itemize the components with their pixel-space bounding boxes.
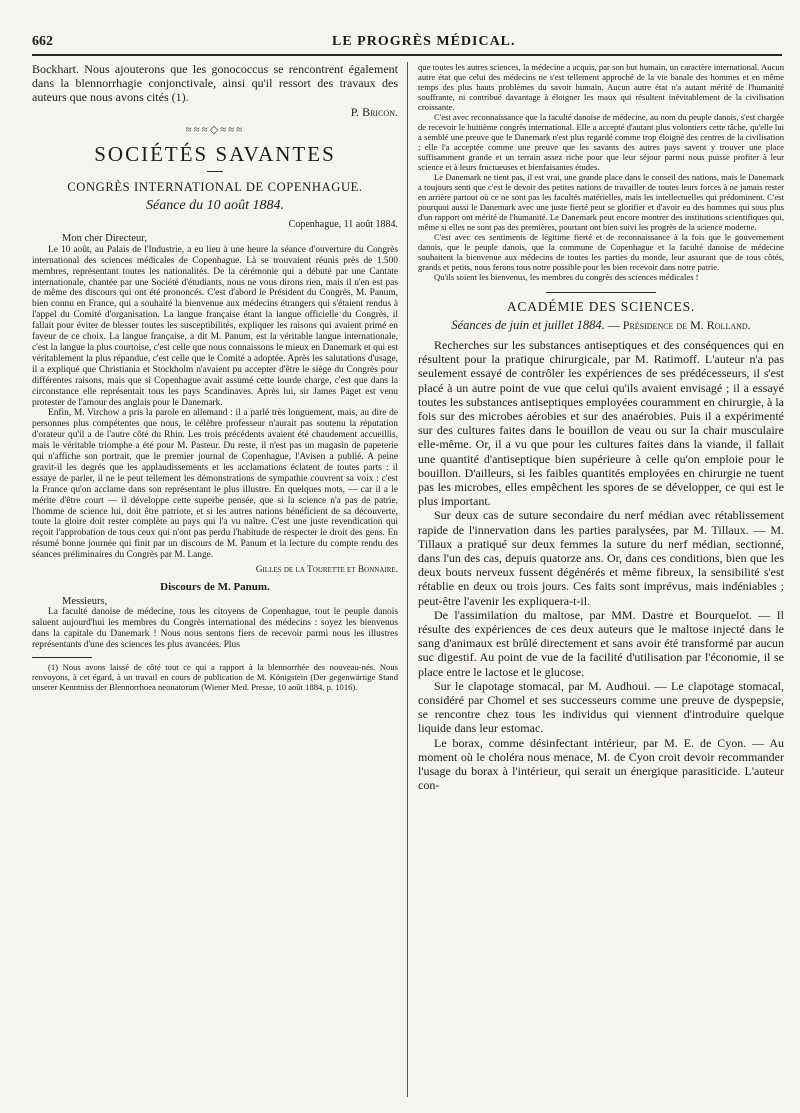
section-title: SOCIÉTÉS SAVANTES [94,141,336,166]
left-column [32,62,398,692]
discours-paragraph: Qu'ils soient les bienvenus, les membres du congrès des sciences médicales ! [434,272,699,282]
academy-paragraph: Sur le clapotage stomacal, par M. Audhoui. — Le clapotage stomacal, considéré par Chomel et ses successeurs comme une preuve de dyspepsie, se rencontre chez tous les individus qui viennent d'introduire quelque liquide dans leur estomac. [418,678,784,736]
footnote-rule [32,657,92,658]
academy-paragraph: Recherches sur les substances antiseptiques et des conséquences qui en résultent pour la pratique chirurgicale, par M. Ratimoff. L'auteur n'a pas seulement essayé de contrôler les expériences de ses prédécesseurs, il s'est placé à un autre point de vue que celui qu'ils avaient envisagé ; il a essayé toutes les substances antiseptiques employées couramment en chirurgie, à la fois sur des microbes aérobies et sur des anaérobies. Puis il a expérimenté sur des cultures faites dans le bouillon de veau ou sur la chair musculaire elle-même. Or, il a vu que pour les cultures faites dans la viande, il fallait une quantité d'antiseptique bien supérieure à celle qu'on emploie pour le bouillon. D'ailleurs, si les faibles quantités employées en chirurgie ne tuent pas les microbes, elles empêchent les spores de se développer, ce qui est le plus important. [418,338,784,509]
letter-signature: Gilles de la Tourette et Bonnaire. [255,565,398,576]
letter-salutation: Mon cher Directeur, [62,232,147,244]
academy-sessions: Séances de juin et juillet 1884. [451,318,605,332]
academy-title: ACADÉMIE DES SCIENCES. [506,299,696,314]
discours-salutation: Messieurs, [62,596,108,607]
discours-paragraph: Le Danemark ne tient pas, il est vrai, une grande place dans le conseil des nations, mais le Danemark a toujours senti que c'est le devoir des petites nations de travailler de toutes leurs forces à ne jamais rester en arrière partout où ce ne sont pas les facultés matérielles, mais les intellectuelles qui prédominent. C'est pourquoi aussi le Danemark avec une juste fierté peut se glorifier et d'avoir eu des hommes qui sous plus d'un rapport ont mérité de l'humanité. Le Danemark peut encore montrer des institutions scientifiques qui, même si elles ne sont pas des premières, pourtant ont bien suivi les progrès de la science moderne. [418,172,784,232]
section-rule [207,171,223,172]
right-column [418,62,784,793]
academy-subtitle [418,318,784,332]
congress-title: CONGRÈS INTERNATIONAL DE COPENHAGUE. [67,179,363,194]
academy-paragraph: De l'assimilation du maltose, par MM. Dastre et Bourquelot. — Il résulte des expériences de ces deux auteurs que le maltose injecté dans le sang d'animaux est brûlé directement et sans avoir été transformé par aucun suc digestif. Au point de vue de la facilité d'utilisation par l'économie, il se place entre le lactose et le glucose. [418,607,784,679]
journal-page [22,30,782,1100]
discours-paragraph: C'est avec reconnaissance que la faculté danoise de médecine, au nom du peuple danois, s'est chargée de recevoir le huitième congrès international. Elle a accepté d'autant plus volontiers cette tâche, qu'elle lui a semblé une preuve que le Danemark n'est plus regardé comme trop éloigné des centres de la civilisation ; elle l'a acceptée comme une preuve que les savants des autres pays savent y trouver une place suffisamment grande et un terrain assez riche pour que leur séjour parmi nous puisse profiter à leur science et à leurs fructueuses et bienfaisantes études. [418,112,784,172]
academy-presidency: — Présidence de M. Rolland. [607,318,751,332]
academy-paragraph: Sur deux cas de suture secondaire du nerf médian avec rétablissement rapide de l'innervation dans les parties paralysées, par M. Tillaux. — M. Tillaux a pratiqué sur deux femmes la suture du nerf médian, sectionné, dans l'un des cas, depuis quatorze ans. Or, dans ces conditions, bien que les deux bouts nerveux fussent dégénérés et même fibreux, la sensibilité s'est rétablie en deux ou trois jours. Ces faits sont imprévus, mais indéniables ; peut-être l'avenir les expliquera-t-il. [418,508,784,608]
letter-paragraph: Enfin, M. Virchow a pris la parole en allemand : il a parlé très longuement, mais, au dire de personnes plus compétentes que nous, le célèbre professeur n'aurait pas soutenu la réputation d'orateur qu'il a de l'autre côté du Rhin. Les trois précédents avaient été chaudement accueillis, mais le véritable triomphe a été pour M. Pasteur. Du reste, il n'est pas un magasin de papeterie qui n'affiche son portrait, que le premier journal de Copenhague, l'Avisen a publié. A peine gravit-il les degrés que les applaudissements et les acclamations éclatent de toutes parts : il essaye de parler, il ne le peut tellement les démonstrations de sympathie couvrent sa voix : c'est la France qu'on acclame dans son représentant le plus illustre. En quelques mots, — car il a le mérite d'être court — il développe cette superbe pensée, que si la science n'a pas de patrie, l'homme de science lui, doit être patriote, et si les autres nations bénéficient de sa découverte, toute la gloire doit rester complète au pays qui l'a vu naître. C'est une juste revendication qui reçoit l'approbation de tous ceux qui n'ont pas perdu l'habitude de respecter le droit des gens. En résumé bonne journée qui finit par un discours de M. Panum et la lecture du compte rendu des séances préliminaires du Congrès par M. Lange. [32,408,398,561]
discours-paragraph: C'est avec ces sentiments de légitime fierté et de reconnaissance à la fois que le gouvernement danois, que le peuple danois, que la commune de Copenhague et la faculté danoise de médecine souhaitent la bienvenue aux médecins de toutes les parties du monde, leur assurant que de tous côtés, grands et petits, nous ferons tous notre possible pour les bien recevoir dans notre patrie. [418,232,784,272]
academy-rule [546,292,656,293]
discours-paragraph: La faculté danoise de médecine, tous les citoyens de Copenhague, tout le peuple danois saluent aujourd'hui les membres du Congrès international des médecins : soyez les bienvenus dans la capitale du Danemark ! Nous nous sentons fiers de recevoir parmi nous les illustres représentants d'une des sciences les plus avancées. Plus [32,607,398,650]
discours-continued: que toutes les autres sciences, la médecine a acquis, par son but humain, un caractère international. Aucun autre état que celui des médecins ne s'est tellement approché de la vie banale des hommes et en même temps des plus hauts problèmes du savoir humain. Aucun autre état n'a autant mérité de l'humanité souffrante, ni contribué davantage à éloigner les maux qui résultent inévitablement de la civilisation croissante. [418,62,784,112]
session-title: Séance du 10 août 1884. [145,197,285,213]
footnote: (1) Nous avons laissé de côté tout ce qui a rapport à la blennorrhée des nouveau-nés. Nous renvoyons, à cet égard, à un travail en cours de publication de M. Königstein (Der gegenwärtige Stand unserer Kenntniss der Blennorrhoea neonatorum (Wiener Med. Presse, 10 août 1884, p. 1016). [32,661,398,692]
intro-paragraph: Bockhart. Nous ajouterons que les gonococcus se rencontrent également dans la blennorrhagie conjonctivale, ainsi qu'il ressort des travaux des auteurs que nous avons cités (1). [32,62,398,105]
column-divider [407,62,408,1097]
header-rule [32,54,782,56]
dateline: Copenhague, 11 août 1884. [288,218,398,230]
academy-paragraph: Le borax, comme désinfectant intérieur, par M. E. de Cyon. — Au moment où le choléra nous menace, M. de Cyon croit devoir recommander l'usage du borax à l'intérieur, qui serait un énergique parasiticide. L'auteur con- [418,735,784,793]
running-head [32,34,782,54]
journal-title: LE PROGRÈS MÉDICAL. [332,34,516,49]
ornament-divider: ≈≈≈◇≈≈≈ [185,123,245,136]
intro-signature: P. Bricon. [350,104,398,119]
letter-paragraph: Le 10 août, au Palais de l'Industrie, a eu lieu à une heure la séance d'ouverture du Congrès international des sciences médicales de Copenhague. Là se trouvaient réunis près de 1.500 membres, représentant toutes les nationalités. De la cérémonie qui a débuté par une Cantate internationale, chantée par une Société d'étudiants, nous ne vous dirons rien, mais il n'en est pas de même des discours qui ont été prononcés. C'est d'abord le Président du Congrès, M. Panum, bien connu en France, qui a souhaité la bienvenue aux médecins étrangers qui s'étaient rendus à l'appel du Comité d'organisation. La langue française étant la langue officielle du Congrès, il fallait pour éviter de blesser toutes les susceptibilités, expliquer les raisons qui avaient primé en faveur de ce choix. La langue française, a dit M. Panum, est la véritable langue internationale, c'est la langue la plus courtoise, c'est celle que nous connaissons le mieux en Danemark et qui est véritablement la plus répandue, c'est celle que le Comité a adoptée. Après les salutations d'usage, il a expliqué que Christiania et Stockholm n'avaient pu accepter d'être le siège du Congrès pour différentes raisons, mais que si Copenhague avait assumé cette lourde charge, c'est que dans la circonstance elle représentait tous les pays Scandinaves. Après lui, sir James Paget est venu protester de l'amour des anglais pour le Danemark. [32,244,398,408]
page-number: 662 [32,34,53,49]
discours-title: Discours de M. Panum. [160,581,270,593]
